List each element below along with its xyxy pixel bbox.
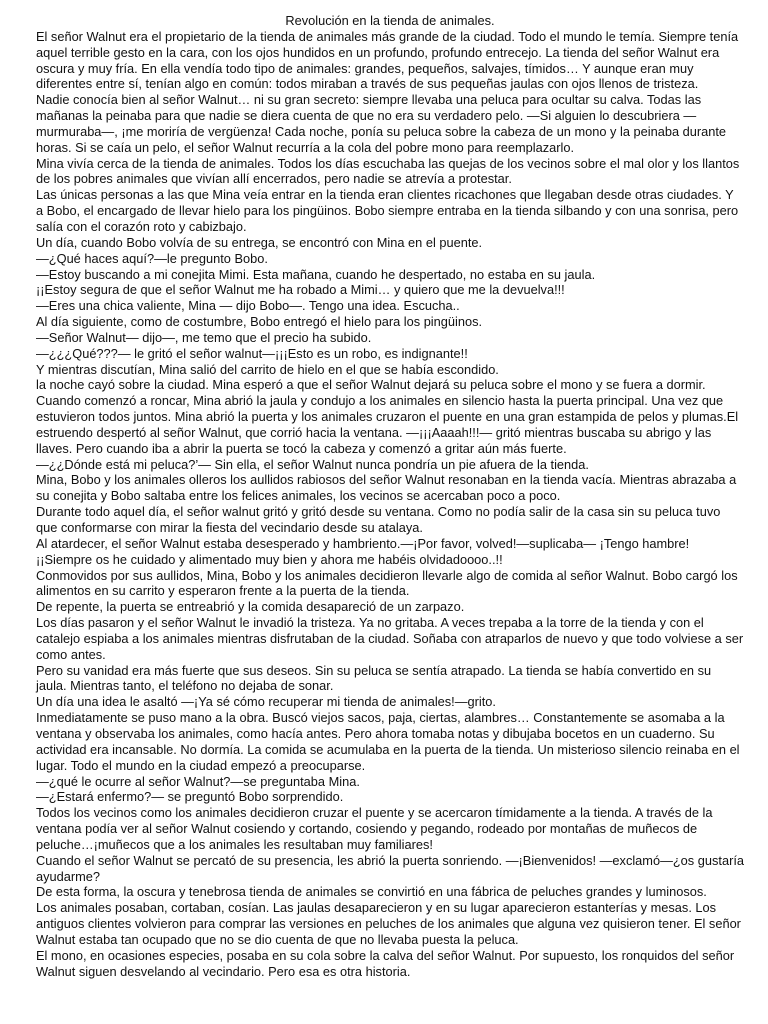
story-title: Revolución en la tienda de animales. — [285, 13, 495, 28]
paragraph-10: Al día siguiente, como de costumbre, Bobo entregó el hielo para los pingüinos. — [36, 314, 483, 330]
paragraph-4: Las únicas personas a las que Mina veía entrar en la tienda eran clientes ricachones que llegaban desde otras ciudades. Y a Bobo, el encargado de llevar hielo para los pingüinos. Bobo siempre entraba en la tienda silbando y con una sonrisa, pero salía con el corazón roto y cabizbajo. — [36, 187, 739, 234]
paragraph-26: —¿Estará enfermo?— se preguntó Bobo sorprendido. — [36, 789, 344, 805]
paragraph-6: —¿Qué haces aquí?—le pregunto Bobo. — [36, 250, 268, 266]
paragraph-14: la noche cayó sobre la ciudad. Mina esperó a que el señor Walnut dejará su peluca sobre el mono y se fuera a dormir. Cuando comenzó a roncar, Mina abrió la jaula y condujo a los animales en silencio hasta la puerta principal. Una vez que estuvieron todos juntos. Mina abrió la puerta y los animales cruzaron el puente en una gran estampida de pelos y plumas.El estruendo despertó al señor Walnut, que corrió hacia la ventana. —¡¡¡Aaaah!!!— gritó mientras buscaba su abrigo y las llaves. Pero cuando iba a abrir la puerta se tocó la cabeza y comenzó a gritar aún más fuerte. — [36, 377, 739, 456]
paragraph-30: Los animales posaban, cortaban, cosían. Las jaulas desaparecieron y en su lugar aparecieron estanterías y mesas. Los antiguos clientes volvieron para comprar las versiones en peluches de los animales que alguna vez quisieron tener. El señor Walnut estaba tan ocupado que no se dio cuenta de que no llevaba puesta la peluca. — [36, 900, 741, 947]
paragraph-22: Pero su vanidad era más fuerte que sus deseos. Sin su peluca se sentía atrapado. La tienda se había convertido en su jaula. Mientras tanto, el teléfono no dejaba de sonar. — [36, 662, 712, 694]
paragraph-17: Durante todo aquel día, el señor walnut gritó y gritó desde su ventana. Como no podía salir de la casa sin su peluca tuvo que conformarse con mirar la fiesta del vecindario desde su atalaya. — [36, 504, 721, 535]
paragraph-19: Conmovidos por sus aullidos, Mina, Bobo y los animales decidieron llevarle algo de comida al señor Walnut. Bobo cargó los alimentos en su carrito y esperaron frente a la puerta de la tienda. — [36, 567, 738, 599]
paragraph-11: —Señor Walnut— dijo—, me temo que el precio ha subido. — [36, 329, 372, 345]
document-page — [36, 13, 744, 979]
paragraph-31: El mono, en ocasiones especies, posaba en su cola sobre la calva del señor Walnut. Por supuesto, los ronquidos del señor Walnut siguen desvelando al vecindario. Pero esa es otra historia. — [36, 947, 735, 979]
paragraph-2: Nadie conocía bien al señor Walnut… ni su gran secreto: siempre llevaba una peluca para ocultar su calva. Todas las mañanas la peinaba para que nadie se diera cuenta de que no era su verdadero pelo. —Si alguien lo descubriera —murmuraba—, ¡me moriría de vergüenza! Cada noche, ponía su peluca sobre la cabeza de un mono y la peinaba durante horas. Si se caía un pelo, el señor Walnut recurría a la cola del pobre mono para reemplazarlo. — [36, 92, 727, 155]
paragraph-24: Inmediatamente se puso mano a la obra. Buscó viejos sacos, paja, ciertas, alambres… Constantemente se asomaba a la ventana y observaba los animales, como hacía antes. Pero ahora tomaba notas y dibujaba bocetos en un cuaderno. Su actividad era incansable. No dormía. La comida se acumulaba en la puerta de la tienda. Un misterioso silencio reinaba en el lugar. Todo el mundo en la ciudad empezó a preocuparse. — [36, 710, 740, 773]
paragraph-18: Al atardecer, el señor Walnut estaba desesperado y hambriento.—¡Por favor, volved!—suplicaba— ¡Tengo hambre! ¡¡Siempre os he cuidado y alimentado muy bien y ahora me habéis olvidadoooo..!! — [36, 535, 690, 567]
paragraph-23: Un día una idea le asaltó —¡Ya sé cómo recuperar mi tienda de animales!—grito. — [36, 694, 496, 710]
paragraph-21: Los días pasaron y el señor Walnut le invadió la tristeza. Ya no gritaba. A veces trepaba a la torre de la tienda y con el catalejo espiaba a los animales mientras disfrutaban de la ciudad. Soñaba con atraparlos de nuevo y que todo volviese a ser como antes. — [36, 615, 744, 662]
paragraph-7: —Estoy buscando a mi conejita Mimi. Esta mañana, cuando he despertado, no estaba en su jaula. — [36, 266, 596, 282]
paragraph-13: Y mientras discutían, Mina salió del carrito de hielo en el que se había escondido. — [36, 361, 499, 377]
paragraph-3: Mina vivía cerca de la tienda de animales. Todos los días escuchaba las quejas de los vecinos sobre el mal olor y los llantos de los pobres animales que vivían allí encerrados, pero nadie se atrevía a protestar. — [36, 155, 740, 187]
paragraph-27: Todos los vecinos como los animales decidieron cruzar el puente y se acercaron tímidamente a la tienda. A través de la ventana podía ver al señor Walnut cosiendo y cortando, cosiendo y pegando, rodeado por montañas de muñecos de peluche…¡muñecos que a los animales les resultaban muy familiares! — [36, 805, 713, 852]
paragraph-5: Un día, cuando Bobo volvía de su entrega, se encontró con Mina en el puente. — [36, 234, 483, 250]
paragraph-12: —¿¿¿Qué???— le gritó el señor walnut—¡¡¡Esto es un robo, es indignante!! — [36, 345, 468, 361]
paragraph-8: ¡¡Estoy segura de que el señor Walnut me ha robado a Mimi… y quiero que me la devuelva!!! — [36, 282, 565, 298]
paragraph-25: —¿qué le ocurre al señor Walnut?—se preguntaba Mina. — [36, 773, 360, 789]
paragraph-1: El señor Walnut era el propietario de la tienda de animales más grande de la ciudad. Todo el mundo le temía. Siempre tenía aquel terrible gesto en la cara, con los ojos hundidos en un profundo, profundo entrecejo. La tienda del señor Walnut era oscura y muy fría. En ella vendía todo tipo de animales: grandes, pequeños, salvajes, tímidos… Y aunque eran muy diferentes entre sí, tenían algo en común: todos miraban a través de sus pequeñas jaulas con ojos llenos de tristeza. — [36, 28, 739, 92]
paragraph-9: —Eres una chica valiente, Mina — dijo Bobo—. Tengo una idea. Escucha.. — [36, 298, 460, 314]
paragraph-29: De esta forma, la oscura y tenebrosa tienda de animales se convirtió en una fábrica de peluches grandes y luminosos. — [36, 884, 707, 900]
paragraph-16: Mina, Bobo y los animales olleros los aullidos rabiosos del señor Walnut resonaban en la tienda vacía. Mientras abrazaba a su conejita y Bobo saltaba entre los felices animales, los vecinos se acercaban poco a poco. — [36, 472, 737, 504]
paragraph-20: De repente, la puerta se entreabrió y la comida desapareció de un zarpazo. — [36, 599, 465, 615]
paragraph-28: Cuando el señor Walnut se percató de su presencia, les abrió la puerta sonriendo. —¡Bienvenidos! —exclamó—¿os gustaría ayudarme? — [36, 852, 744, 884]
story-body — [36, 29, 744, 980]
paragraph-15: —¿¿Dónde está mi peluca?’— Sin ella, el señor Walnut nunca pondría un pie afuera de la tienda. — [36, 456, 589, 472]
